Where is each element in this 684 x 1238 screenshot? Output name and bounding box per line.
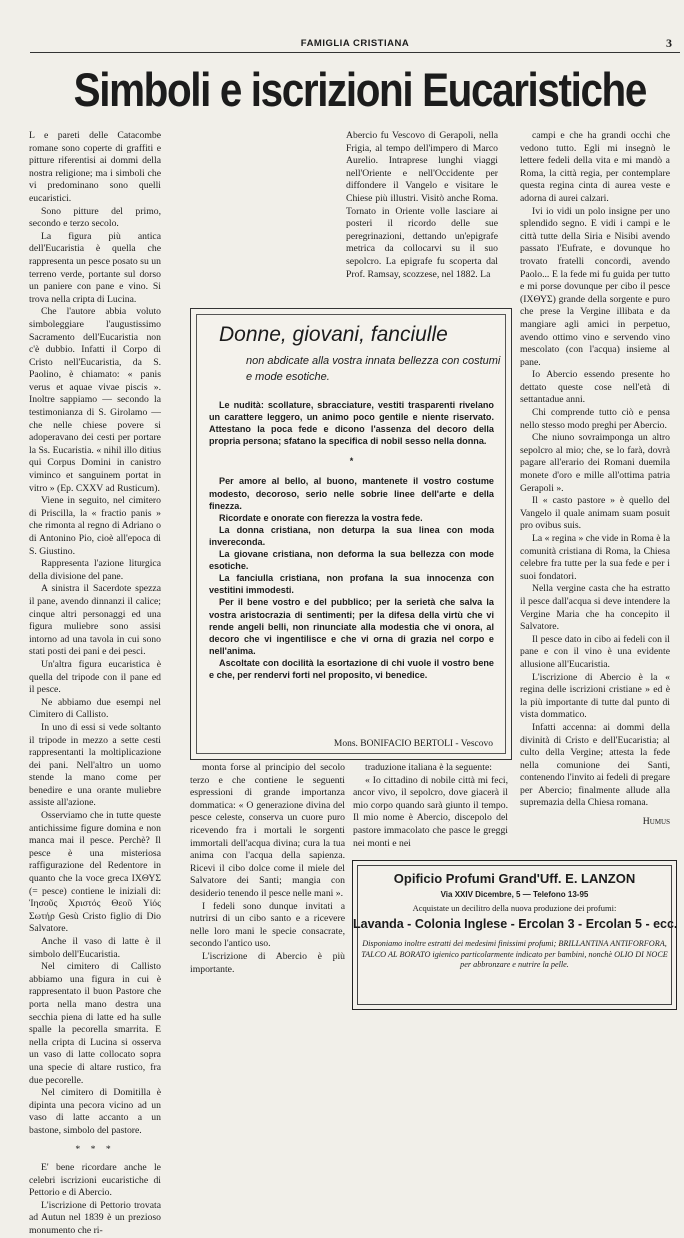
paragraph: L'iscrizione di Abercio è la « regina delle iscrizioni cristiane » ed è la più importante di tutte dal punto di vista dommatico.: [520, 671, 670, 721]
appeal-paragraph: Ascoltate con docilità la esortazione di chi vuole il vostro bene e che, per rendervi forti nel proposito, vi benedice.: [209, 657, 494, 680]
paragraph: Osserviamo che in tutte queste antichissime figure domina e non manca mai il pesce. Perchè? Il pesce è una misteriosa raffigurazione del Redentore in quanto che la voce greca ΙΧΘΥΣ (= pesce) contiene le iniziali di: Ἰησοῦς Χριστός Θεοῦ Υἱός Σωτήρ Gesù Cristo figlio di Dio Salvatore.: [29, 810, 161, 935]
column-1-end: [29, 1162, 161, 1238]
appeal-paragraph: Le nudità: scollature, sbracciature, vestiti trasparenti rivelano un carattere leggero, un animo poco gentile e niente riservato. Attestano la poca fede e dicono l'assenza del decoro della propria persona; sfatano la specifica di nobil sesso nella donna.: [209, 400, 494, 447]
paragraph: Nella vergine casta che ha estratto il pesce dall'acqua si deve intendere la Vergine Maria che ha concepito il Salvatore.: [520, 583, 670, 633]
paragraph: Nel cimitero di Domitilla è dipinta una pecora vicino ad un vaso di latte accanto a un bastone, simbolo del pastore.: [29, 1087, 161, 1136]
paragraph: traduzione italiana è la seguente:: [365, 762, 492, 773]
ad-products: Lavanda - Colonia Inglese - Ercolan 3 - Ercolan 5 - ecc.: [353, 917, 678, 931]
paragraph: L'iscrizione di Pettorio trovata ad Autun nel 1839 è un prezioso monumento che ri-: [29, 1199, 161, 1237]
page-number: 3: [666, 36, 672, 50]
paragraph: Ne abbiamo due esempi nel Cimitero di Callisto.: [29, 696, 161, 721]
paragraph: monta forse al principio del secolo terzo e che contiene le seguenti espressioni di grande importanza dommatica: « O generazione divina del pesce celeste, conserva un cuore puro ricevendo fra i mortali le sorgenti immortali dell'acqua divina; cura la tua anima con l'acqua della sapienza. Ricevi il cibo dolce come il miele del Salvatore dei Santi; mangia con desiderio tenendo il pesce nelle mani ».: [190, 762, 345, 899]
author-signoff: Humus: [642, 816, 670, 828]
ad-description: Disponiamo inoltre estratti dei medesimi finissimi profumi; BRILLANTINA ANTIFORFORA, TALCO AL BORATO igienico particolarmente indicato per bambini, nonchè OLIO DI NOCE per abbronzare e nutrire la pelle.: [361, 939, 668, 969]
ad-border: [357, 865, 672, 1005]
appeal-signature: Mons. BONIFACIO BERTOLI - Vescovo: [333, 739, 493, 749]
paragraph: Infatti accenna: ai dommi della divinità di Cristo e dell'Eucaristia; al culto della Vergine; attesta la fede nella comunione dei Santi, contenendo l'invito ai fedeli di pregare per Abercio; finalmente allude alla supremazia della Chiesa romana.: [520, 721, 670, 809]
paragraph: A sinistra il Sacerdote spezza il pane, avendo dinnanzi il calice; cinque altri personaggi ed una figura muliebre sono assisi intorno ad una tavola in cui sono stati posti dei pani e dei pesci.: [29, 583, 161, 658]
appeal-box: [190, 308, 512, 760]
column-2-top: [346, 130, 498, 300]
appeal-paragraph: Per amore al bello, al buono, mantenete il vostro costume modesto, decoroso, serio nelle sobrie linee dell'arte e della finezza.: [209, 476, 494, 511]
paragraph: Viene in seguito, nel cimitero di Priscilla, la « fractio panis » che rimonta al regno di Adriano o di Antonino Pio, cioè all'epoca di S. Giustino.: [29, 495, 161, 557]
abercio-paragraph: Abercio fu Vescovo di Gerapoli, nella Frigia, al tempo dell'impero di Marco Aurelio. Intraprese lunghi viaggi nell'Oriente e nell'Occidente per diffondere il Vangelo e visitare le Chiese più illustri. Visitò anche Roma. Tornato in Oriente volle lasciare ai posteri il ricordo delle sue peregrinazioni, dettando un'epigrafe metrica da collocarvi su il suo sepolcro. La epigrafe fu scoperta dal Prof. Ramsay, scozzese, nel 1882. La: [346, 130, 498, 280]
paragraph: Rappresenta l'azione liturgica della divisione del pane.: [29, 558, 161, 582]
article-title: Simboli e iscrizioni Eucaristiche: [73, 63, 646, 116]
appeal-paragraph: Per il bene vostro e del pubblico; per la serietà che salva la vostra aristocrazia di sentimenti; per la difesa della virtù che vi rende angeli belli, non rinunciate alla modestia che vi onora, al decoro che vi ingentilisce e che vi orna di grazia nel corpo e nell'anima.: [209, 597, 494, 656]
paragraph: Che niuno sovraimponga un altro sepolcro al mio; che, se lo farà, dovrà pagare all'erario dei Romani duemila monete d'oro e mille all'ottima patria Gerapoli ».: [520, 432, 670, 494]
paragraph: I fedeli sono dunque invitati a nutrirsi di un cibo santo e a ricevere nelle loro mani le specie consacrate, secondo l'antico uso.: [190, 900, 345, 950]
paragraph: Chi comprende tutto ciò e pensa nello stesso modo preghi per Abercio.: [520, 407, 670, 431]
paragraph: Io Abercio essendo presente ho dettato queste cose nell'età di settantadue anni.: [520, 369, 670, 406]
appeal-paragraph: La giovane cristiana, non deforma la sua bellezza con mode esotiche.: [209, 549, 494, 572]
appeal-title: Donne, giovani, fanciulle: [219, 323, 448, 346]
column-1-paragraphs: [29, 206, 161, 1138]
perfume-advertisement: [352, 860, 677, 1010]
paragraph: Il « casto pastore » è quello del Vangelo il quale animam suam posuit pro ovibus suis.: [520, 495, 670, 532]
paragraph: La « regina » che vide in Roma è la comunità cristiana di Roma, la Chiesa celebre fra tutte per la sua fede e per i suoi fondatori.: [520, 533, 670, 582]
paragraph: Il pesce dato in cibo ai fedeli con il pane e con il vino è una evidente allusione all'Eucaristia.: [520, 633, 670, 670]
appeal-paragraph: La fanciulla cristiana, non profana la sua innocenza con vestitini immodesti.: [209, 573, 494, 596]
paragraph: L'iscrizione di Abercio è più importante.: [190, 950, 345, 975]
appeal-paragraph: La donna cristiana, non deturpa la sua linea con moda invereconda.: [209, 524, 494, 547]
ad-brand: Opificio Profumi Grand'Uff. E. LANZON: [393, 871, 636, 886]
magazine-name: FAMIGLIA CRISTIANA: [300, 38, 410, 49]
paragraph: Un'altra figura eucaristica è quella del tripode con il pane ed il pesce.: [29, 658, 161, 696]
paragraph: « Io cittadino di nobile città mi feci, ancor vivo, il sepolcro, dove giacerà il mio corpo quando sarà giunto il tempo. Il mio nome è Abercio, discepolo del pastore immacolato che pasce le greggi nei monti e nei: [353, 774, 508, 849]
paragraph: La figura più antica dell'Eucaristia è quella che rappresenta un pesce posato su un terreno verde, portante sul dorso un paniere con pane e vino. Si trova nella cripta di Lucina.: [29, 230, 161, 305]
paragraph: Nel cimitero di Callisto abbiamo una figura in cui è rappresentato il buon Pastore che porta nella mano destra una secchia piena di latte ed ha sulle spalle la pecorella smarrita. E nella cripta di Lucina si osserva un vaso di latte collocato sopra una specie di altare rustico, fra due pecorelle.: [29, 961, 161, 1086]
paragraph: In uno di essi si vede soltanto il tripode in mezzo a sette cesti rappresentanti la moltiplicazione dei pani. Nell'altro un uomo stende la mano come per benedire e una orante muliebre assiste all'azione.: [29, 721, 161, 809]
ad-address: Via XXIV Dicembre, 5 — Telefono 13-95: [440, 890, 589, 899]
lower-column-2: [190, 762, 345, 1012]
ad-line: Acquistate un decilitro della nuova produzione dei profumi:: [412, 903, 617, 913]
section-separator: * * *: [75, 1143, 115, 1155]
intro-paragraph: L e pareti delle Catacombe romane sono coperte di graffiti e pitture riferentisi ai dommi della nostra religione; ma i simboli che vi predominano sono quelli eucaristici.: [29, 130, 161, 204]
paragraph: Che l'autore abbia voluto simboleggiare l'augustissimo Sacramento dell'Eucaristia non c'è dubbio. Infatti il Corpo di Cristo nell'Eucaristia, da S. Paolino, è chiamato: « panis verus et aquae vivae piscis ». Inoltre sappiamo — secondo la testimonianza di S. Girolamo — che nelle chiese povere si adoperavano dei cesti per portare la Ss. Eucaristia. « nihil illo ditius qui Corpus Domini in canistro viminco et sanguinem portat in vitro » (Ep. CXXV ad Rusticum).: [29, 306, 161, 494]
column-3-paragraphs: [520, 130, 670, 810]
paragraph: campi e che ha grandi occhi che vedono tutto. Egli mi insegnò le lettere fedeli della vita e mi mandò a Roma, la città regia, per contemplare questa regina cinta di aurea veste e adorna di aurei calzari.: [520, 130, 670, 204]
appeal-paragraph: Ricordate e onorate con fierezza la vostra fede.: [219, 512, 423, 523]
page-header: [30, 36, 680, 53]
lower-column-3: [353, 762, 508, 852]
appeal-separator: *: [349, 456, 354, 467]
paragraph: Sono pitture del primo, secondo e terzo secolo.: [29, 205, 161, 230]
column-1: [29, 130, 161, 1237]
paragraph: Anche il vaso di latte è il simbolo dell'Eucaristia.: [29, 936, 161, 960]
paragraph: E' bene ricordare anche le celebri iscrizioni eucaristiche di Pettorio e di Abercio.: [29, 1162, 161, 1199]
paragraph: Ivi io vidi un polo insigne per uno splendido segno. E vidi i campi e le città tutte della Siria e Nisibi avendo passato l'Eufrate, e dovunque ho trovato fratelli concordi, avendo Paolo... E la fede mi fu guida per tutto e mi porse dovunque per cibo il pesce (ΙΧΘΥΣ) grande della sorgente e puro che prese la Vergine illibata e da mangiare agli amici in perpetuo, avendo ottimo vino e servendo vino mescolato (con l'acqua) insieme al pane.: [520, 205, 670, 368]
appeal-subtitle: non abdicate alla vostra innata bellezza con costumi e mode esotiche.: [246, 355, 501, 383]
appeal-text: [209, 399, 494, 681]
